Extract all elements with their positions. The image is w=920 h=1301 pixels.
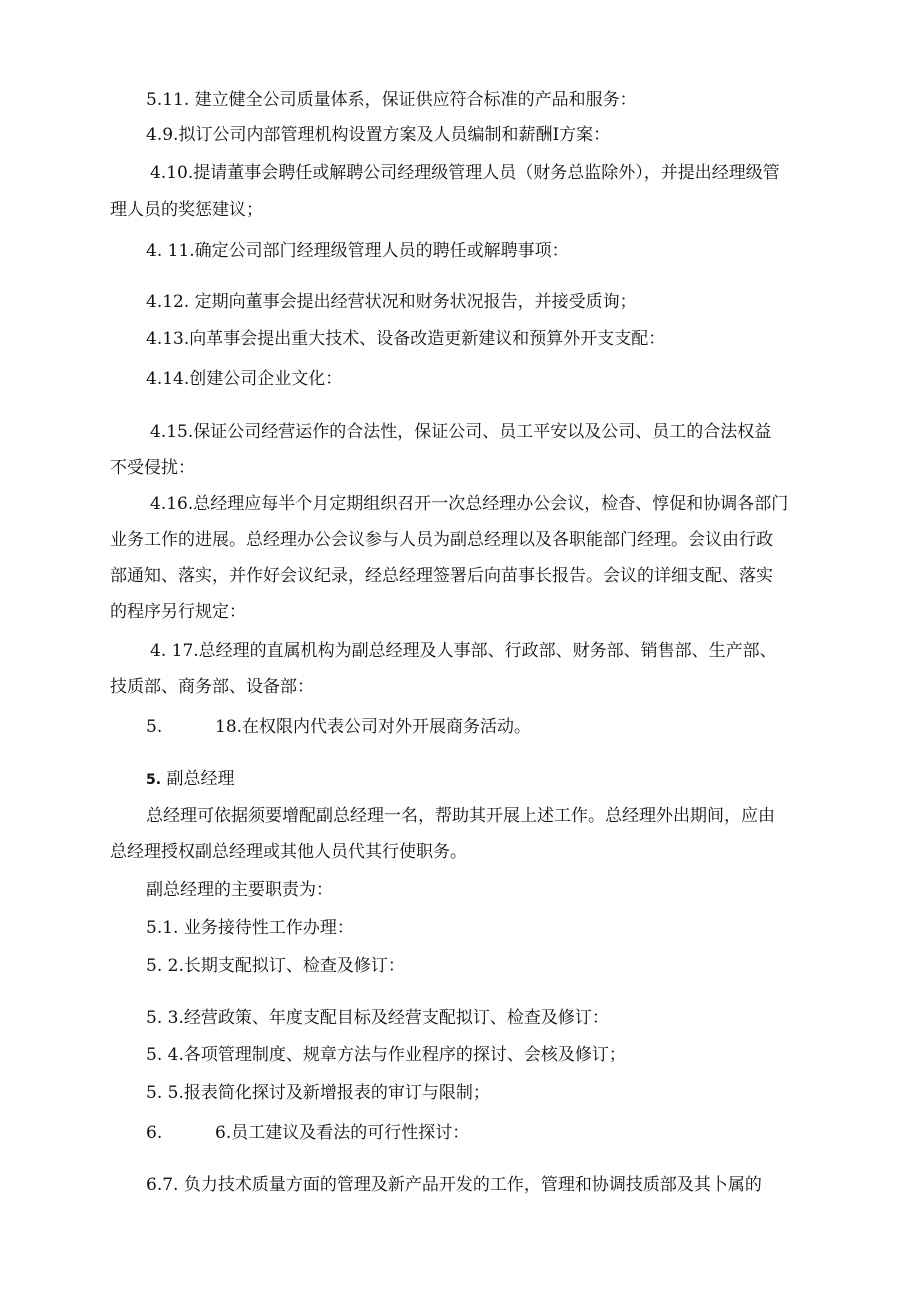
text-line: 6.员工建议及看法的可行性探讨： — [215, 1123, 470, 1143]
text-line: 4.16.总经理应每半个月定期组织召开一次总经理办公会议，检杳、惇促和协调各部门 — [150, 494, 789, 514]
text-line: 5. 3.经营政策、年度支配目标及经营支配拟订、检查及修订： — [146, 1008, 609, 1028]
text-line: 总经理授权副总经理或其他人员代其行使职务。 — [110, 842, 467, 862]
text-line: 5.1. 业务接待性工作办理： — [146, 918, 354, 938]
section-number: 5. — [146, 772, 162, 788]
text-line: 6.7. 负力技术质量方面的管理及新产品开发的工作，管理和协调技质部及其卜属的 — [146, 1175, 762, 1195]
text-line: 技质部、商务部、设备部： — [110, 677, 314, 697]
text-line: 部通知、落实，并作好会议纪录，经总经理签署后向苗事长报告。会议的详细支配、落实 — [110, 566, 773, 586]
text-line: 副总经理的主要职责为： — [146, 880, 333, 900]
text-line: 4.15.保证公司经营运作的合法性，保证公司、员工平安以及公司、员工的合法权益 — [150, 422, 772, 442]
text-line: 4.14.创建公司企业文化： — [146, 369, 343, 389]
text-line: 4. 17.总经理的直属机构为副总经理及人事部、行政部、财务部、销售部、生产部、 — [150, 641, 777, 661]
text-line: 4. 11.确定公司部门经理级管理人员的聘任或解聘事项： — [146, 241, 569, 261]
section-heading — [146, 762, 234, 797]
text-line: 5.11. 建立健全公司质量体系，保证供应符合标准的产品和服务： — [146, 90, 637, 110]
text-line: 理人员的奖惩建议； — [110, 200, 263, 220]
text-line: 5. — [146, 717, 163, 737]
text-line: 4.13.向革事会提出重大技术、设备改造更新建议和预算外开支支配： — [146, 329, 666, 349]
text-line: 5. 4.各项管理制度、规章方法与作业程序的探讨、会核及修订； — [146, 1045, 626, 1065]
text-line: 总经理可依据须要增配副总经理一名，帮助其开展上述工作。总经理外出期间，应由 — [146, 806, 775, 826]
text-line: 5. 2.长期支配拟订、检查及修订： — [146, 956, 405, 976]
text-line: 业务工作的进展。总经理办公会议参与人员为副总经理以及各职能部门经理。会议由行政 — [110, 530, 773, 550]
text-line: 的程序另行规定： — [110, 602, 246, 622]
text-line: 18.在权限内代表公司对外开展商务活动。 — [215, 717, 532, 737]
text-line: 6. — [146, 1123, 163, 1143]
text-line: 4.12. 定期向董事会提出经营状况和财务状况报告，并接受质询； — [146, 292, 637, 312]
text-line: 4.9.拟订公司内部管理机构设置方案及人员编制和薪酬I方案： — [146, 125, 611, 145]
text-line: 不受侵扰： — [110, 458, 195, 478]
text-line: 5. 5.报表简化探讨及新增报表的审订与限制； — [146, 1083, 490, 1103]
text-line: 4.10.提请董事会聘任或解聘公司经理级管理人员（财务总监除外），并提出经理级管 — [150, 163, 780, 183]
section-title: 副总经理 — [166, 769, 235, 789]
